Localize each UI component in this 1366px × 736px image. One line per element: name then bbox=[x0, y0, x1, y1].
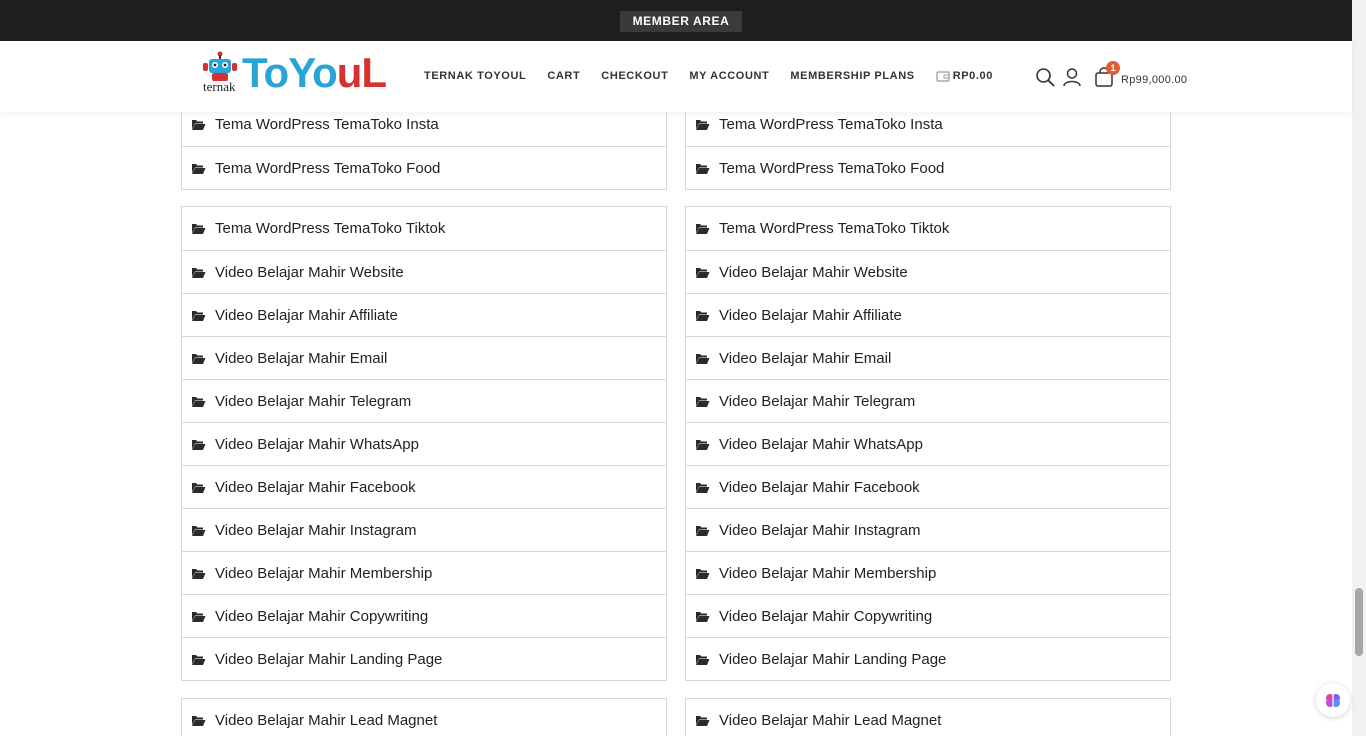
list-item[interactable]: Tema WordPress TemaToko Tiktok bbox=[686, 207, 1170, 250]
folder-open-icon bbox=[191, 714, 206, 727]
list-group bbox=[181, 206, 667, 681]
list-group bbox=[685, 102, 1171, 190]
folder-open-icon bbox=[695, 438, 710, 451]
list-item[interactable]: Video Belajar Mahir Telegram bbox=[182, 379, 666, 422]
nav-my-account[interactable]: MY ACCOUNT bbox=[689, 70, 770, 82]
list-group bbox=[181, 102, 667, 190]
list-item[interactable]: Video Belajar Mahir Email bbox=[686, 336, 1170, 379]
list-item[interactable]: Video Belajar Mahir Website bbox=[182, 250, 666, 293]
list-item[interactable]: Video Belajar Mahir Landing Page bbox=[686, 637, 1170, 680]
folder-open-icon bbox=[191, 266, 206, 279]
folder-open-icon bbox=[191, 118, 206, 131]
brain-icon bbox=[1324, 691, 1342, 709]
wallet-balance-value: RP0.00 bbox=[952, 70, 993, 82]
list-item[interactable]: Tema WordPress TemaToko Insta bbox=[182, 103, 666, 146]
list-item[interactable]: Video Belajar Mahir WhatsApp bbox=[686, 422, 1170, 465]
folder-open-icon bbox=[191, 395, 206, 408]
folder-open-icon bbox=[695, 118, 710, 131]
list-item[interactable]: Video Belajar Mahir Landing Page bbox=[182, 637, 666, 680]
folder-open-icon bbox=[695, 352, 710, 365]
folder-open-icon bbox=[191, 610, 206, 623]
list-item[interactable]: Video Belajar Mahir Instagram bbox=[686, 508, 1170, 551]
folder-open-icon bbox=[695, 162, 710, 175]
folder-open-icon bbox=[191, 352, 206, 365]
list-item[interactable]: Video Belajar Mahir Email bbox=[182, 336, 666, 379]
folder-open-icon bbox=[191, 438, 206, 451]
folder-open-icon bbox=[191, 309, 206, 322]
folder-open-icon bbox=[695, 266, 710, 279]
list-item[interactable]: Tema WordPress TemaToko Food bbox=[182, 146, 666, 189]
list-group bbox=[685, 698, 1171, 736]
scrollbar-thumb[interactable] bbox=[1355, 588, 1363, 656]
folder-open-icon bbox=[695, 610, 710, 623]
list-item[interactable]: Video Belajar Mahir Telegram bbox=[686, 379, 1170, 422]
list-item[interactable]: Video Belajar Mahir Copywriting bbox=[686, 594, 1170, 637]
folder-open-icon bbox=[191, 524, 206, 537]
folder-open-icon bbox=[695, 222, 710, 235]
user-icon[interactable] bbox=[1062, 67, 1082, 87]
nav-checkout[interactable]: CHECKOUT bbox=[601, 70, 669, 82]
folder-open-icon bbox=[695, 567, 710, 580]
folder-open-icon bbox=[191, 222, 206, 235]
cart-total[interactable]: Rp99,000.00 bbox=[1121, 74, 1188, 86]
list-item[interactable]: Video Belajar Mahir Affiliate bbox=[686, 293, 1170, 336]
member-area-link[interactable]: MEMBER AREA bbox=[620, 11, 742, 32]
nav-ternak-toyoul[interactable]: TERNAK TOYOUL bbox=[424, 70, 527, 82]
list-item[interactable]: Video Belajar Mahir Membership bbox=[182, 551, 666, 594]
list-item[interactable]: Video Belajar Mahir Lead Magnet bbox=[182, 699, 666, 736]
list-item[interactable]: Tema WordPress TemaToko Tiktok bbox=[182, 207, 666, 250]
page-scrollbar[interactable] bbox=[1352, 0, 1366, 736]
list-item[interactable]: Video Belajar Mahir WhatsApp bbox=[182, 422, 666, 465]
list-item[interactable]: Video Belajar Mahir Affiliate bbox=[182, 293, 666, 336]
folder-open-icon bbox=[695, 524, 710, 537]
list-group bbox=[181, 698, 667, 736]
logo-wordmark: ToYouL bbox=[242, 49, 387, 96]
list-item[interactable]: Video Belajar Mahir Facebook bbox=[686, 465, 1170, 508]
list-item[interactable]: Video Belajar Mahir Facebook bbox=[182, 465, 666, 508]
top-bar bbox=[0, 0, 1352, 41]
floating-assistant-button[interactable] bbox=[1316, 683, 1350, 717]
folder-open-icon bbox=[191, 162, 206, 175]
nav-wallet-balance[interactable] bbox=[936, 70, 993, 82]
list-item[interactable]: Tema WordPress TemaToko Insta bbox=[686, 103, 1170, 146]
folder-open-icon bbox=[191, 481, 206, 494]
list-item[interactable]: Video Belajar Mahir Lead Magnet bbox=[686, 699, 1170, 736]
folder-open-icon bbox=[695, 653, 710, 666]
main-nav bbox=[424, 70, 1014, 82]
folder-open-icon bbox=[695, 395, 710, 408]
list-group bbox=[685, 206, 1171, 681]
folder-open-icon bbox=[695, 309, 710, 322]
site-header bbox=[0, 41, 1352, 112]
nav-membership-plans[interactable]: MEMBERSHIP PLANS bbox=[790, 70, 915, 82]
folder-open-icon bbox=[695, 481, 710, 494]
list-item[interactable]: Video Belajar Mahir Copywriting bbox=[182, 594, 666, 637]
wallet-icon bbox=[936, 70, 950, 82]
nav-cart[interactable]: CART bbox=[547, 70, 581, 82]
folder-open-icon bbox=[695, 714, 710, 727]
list-item[interactable]: Video Belajar Mahir Website bbox=[686, 250, 1170, 293]
folder-open-icon bbox=[191, 653, 206, 666]
search-icon[interactable] bbox=[1035, 67, 1055, 87]
folder-open-icon bbox=[191, 567, 206, 580]
logo-ternak-text: ternak bbox=[203, 79, 236, 94]
list-item[interactable]: Tema WordPress TemaToko Food bbox=[686, 146, 1170, 189]
site-logo[interactable] bbox=[198, 49, 387, 97]
list-item[interactable]: Video Belajar Mahir Instagram bbox=[182, 508, 666, 551]
cart-count-badge: 1 bbox=[1106, 61, 1120, 75]
list-item[interactable]: Video Belajar Mahir Membership bbox=[686, 551, 1170, 594]
